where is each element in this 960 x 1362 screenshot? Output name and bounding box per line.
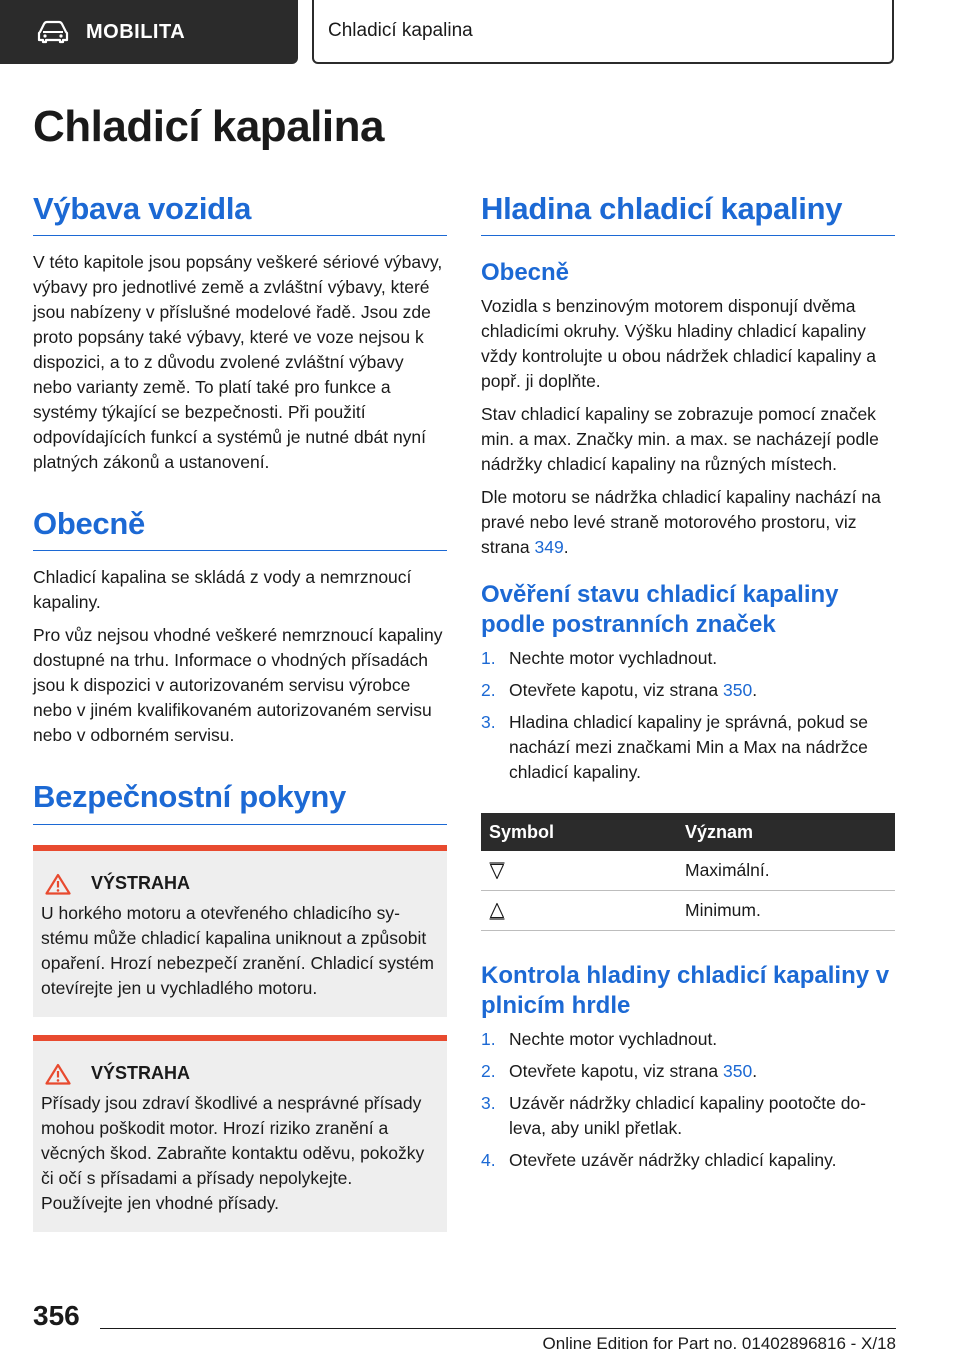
page-link-350[interactable]: 350: [723, 680, 753, 701]
left-column: [33, 190, 447, 1250]
page-footer: [0, 1290, 960, 1362]
table-header-meaning: Význam: [677, 813, 895, 851]
page-link-350[interactable]: 350: [723, 1061, 753, 1082]
safety-heading: Bezpečnostní pokyny: [33, 778, 447, 824]
warning-box: [33, 1035, 447, 1232]
check-marks-heading: Ověření stavu chladicí kapaliny podle postranních značek: [481, 581, 839, 639]
table-header-symbol: Symbol: [481, 813, 677, 851]
equipment-heading: Výbava vozidla: [33, 190, 447, 236]
level-text-3: [481, 485, 895, 560]
warning-text: Přísady jsou zdraví škodlivé a nesprávné přísady mohou poškodit motor. Hrozí riziko zranění a věcných škod. Zabraňte kontaktu oděvu, pokožky či očí s přísadami a přísady nepolykejte. Používejte jen vhodné přísady.: [41, 1092, 425, 1213]
symbol-table: [481, 813, 895, 931]
level-text-1: Vozidla s benzinovým motorem disponují dvěma chladicími okruhy. Výšku hladiny chladicí kapaliny vždy kontrolujte u obou nádržek chladicí kapaliny a popř. ji doplňte.: [481, 296, 876, 392]
section-general: [33, 505, 447, 748]
warning-title: VÝSTRAHA: [91, 1063, 191, 1084]
warning-title: VÝSTRAHA: [91, 873, 191, 894]
warning-header: [41, 1063, 435, 1085]
list-item: [481, 1091, 895, 1141]
level-text-2: Stav chladicí kapaliny se zobrazuje pomocí značek min. a max. Značky min. a max. se nacházejí podle nádržky chladicí kapaliny na různých místech.: [481, 404, 879, 475]
warning-triangle-icon: [45, 873, 71, 895]
step-text: Otevřete kapotu, viz strana 350.: [509, 1061, 758, 1082]
step-number: 3.: [481, 1093, 496, 1114]
step-text: Otevřete uzávěr nádržky chladicí kapaliny.: [509, 1150, 837, 1171]
step-number: 2.: [481, 1061, 496, 1082]
right-column: [481, 190, 895, 1187]
list-item: [481, 646, 895, 671]
step-text: Uzávěr nádržky chladicí kapaliny pootočte doleva, aby unikl přetlak.: [509, 1093, 866, 1139]
equipment-text: V této kapitole jsou popsány veškeré sériové výbavy, výbavy pro jednotlivé země a zvláštní výbavy, které jsou nabízeny v příslušné modelové řadě. Jsou zde proto popsány také výbavy, které ve voze nejsou k dispozici, a to z důvodu zvolené zvláštní výbavy nebo varianty země. To platí také pro funkce a systémy týkající se bezpečnosti. Při použití odpovídajících funkcí a systémů je nutné dbát nyní platných zákonů a ustanovení.: [33, 252, 443, 473]
meaning-cell: Minimum.: [677, 891, 895, 931]
chapter-label: Chladicí kapalina: [328, 20, 473, 41]
general-text-1: Chladicí kapalina se skládá z vody a nemrznoucí kapaliny.: [33, 567, 412, 613]
list-item: [481, 1148, 895, 1173]
chapter-tab[interactable]: [312, 0, 894, 64]
edition-text: Online Edition for Part no. 01402896816 - X/18: [542, 1334, 896, 1353]
check-filler-heading: Kontrola hladiny chladicí kapaliny v plnicím hrdle: [481, 962, 890, 1020]
warning-header: [41, 873, 435, 895]
list-item: [481, 678, 895, 703]
section-tab[interactable]: [0, 0, 298, 64]
check-filler-steps: [481, 1027, 895, 1173]
page-link-349[interactable]: 349: [534, 537, 564, 558]
warning-triangle-icon: [45, 1063, 71, 1085]
level-general-heading: Obecně: [481, 259, 570, 287]
level-text-3-body: Dle motoru se nádržka chladicí kapaliny nachází na pravé nebo levé straně motorového prostoru, viz strana: [481, 487, 881, 558]
level-heading: Hladina chladicí kapaliny: [481, 190, 895, 236]
table-header-row: [481, 813, 895, 851]
step-number: 4.: [481, 1150, 496, 1171]
general-text-2: Pro vůz nejsou vhodné veškeré nemrznoucí kapaliny dostupné na trhu. Informace o vhodných přísadách jsou k dispozici v autorizovaném servisu výrobce nebo v jiném kvalifikovaném autorizovaném servisu nebo v odborném servisu.: [33, 625, 443, 746]
list-item: [481, 1059, 895, 1084]
section-safety: [33, 778, 447, 1231]
meaning-cell: Maximální.: [677, 851, 895, 891]
max-mark-icon: [489, 862, 505, 880]
step-text: Otevřete kapotu, viz strana 350.: [509, 680, 758, 701]
step-number: 2.: [481, 680, 496, 701]
page-number: 356: [33, 1300, 80, 1331]
step-text: Hladina chladicí kapaliny je správná, pokud se nachází mezi značkami Min a Max na nádržce chladicí kapaliny.: [509, 712, 868, 783]
step-text: Nechte motor vychladnout.: [509, 648, 718, 669]
page-title: Chladicí kapalina: [33, 102, 384, 151]
check-marks-steps: [481, 646, 895, 785]
min-mark-icon: [489, 902, 505, 920]
step-number: 1.: [481, 648, 496, 669]
warning-text: U horkého motoru a otevřeného chladicího systému může chladicí kapalina uniknout a způsobit opaření. Hrozí nebezpečí zranění. Chladicí systém otevírejte jen u vychladlého motoru.: [41, 902, 434, 998]
step-text: Nechte motor vychladnout.: [509, 1029, 718, 1050]
section-label: MOBILITA: [86, 20, 186, 43]
general-heading: Obecně: [33, 505, 447, 551]
step-number: 1.: [481, 1029, 496, 1050]
step-number: 3.: [481, 712, 496, 733]
list-item: [481, 710, 895, 785]
section-equipment: [33, 190, 447, 475]
car-icon: [36, 20, 70, 44]
footer-divider: [100, 1328, 896, 1329]
page-header: [0, 0, 960, 66]
table-row: [481, 851, 895, 891]
level-text-3-end: .: [563, 537, 569, 558]
table-row: [481, 891, 895, 931]
warning-box: [33, 845, 447, 1017]
list-item: [481, 1027, 895, 1052]
